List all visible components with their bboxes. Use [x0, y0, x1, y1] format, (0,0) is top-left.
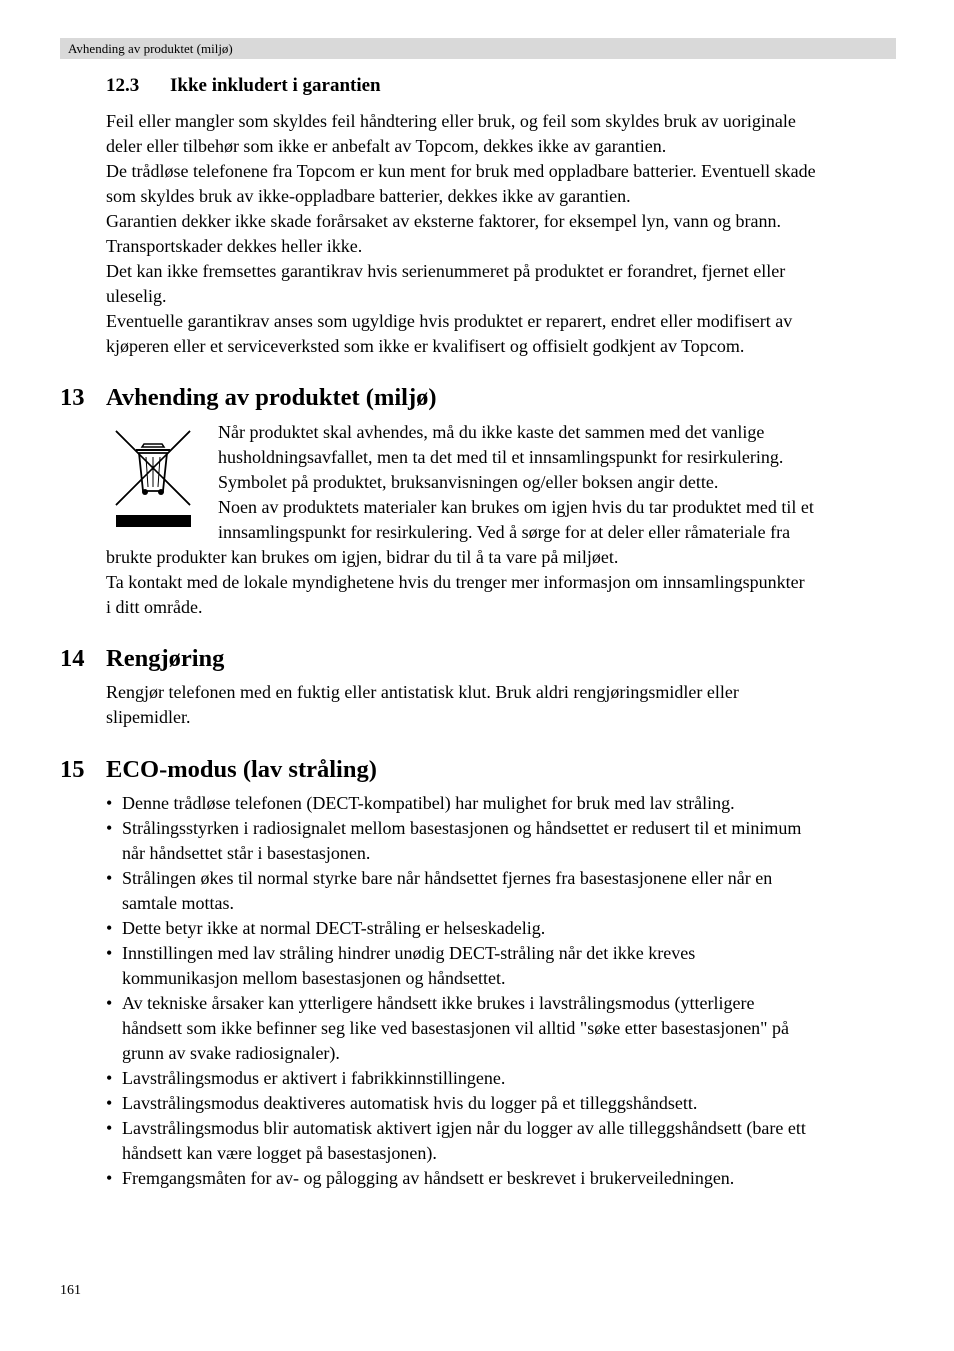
- list-item: [106, 1116, 906, 1166]
- text-line: Innstillingen med lav stråling hindrer unødig DECT-stråling når det ikke kreves: [122, 943, 696, 963]
- bullet-marker: •: [106, 868, 113, 888]
- text-line: brukte produkter kan brukes om igjen, bidrar du til å ta vare på miljøet.: [106, 547, 619, 567]
- section-12-3-heading: [106, 74, 381, 98]
- bullet-marker: •: [106, 1093, 113, 1113]
- text-line: innsamlingspunkt for resirkulering. Ved å sørge for at deler eller råmateriale fra: [218, 522, 791, 542]
- list-item: [106, 941, 906, 991]
- text-line: i ditt område.: [106, 597, 203, 617]
- section-title: ECO-modus (lav stråling): [106, 756, 377, 783]
- text-line: når håndsettet står i basestasjonen.: [122, 843, 371, 863]
- section-number: 15: [60, 756, 85, 783]
- list-item: [106, 991, 906, 1066]
- list-item: [106, 816, 906, 866]
- bullet-marker: •: [106, 918, 113, 938]
- text-line: Dette betyr ikke at normal DECT-stråling er helseskadelig.: [122, 918, 546, 938]
- text-line: deler eller tilbehør som ikke er anbefalt av Topcom, dekkes ikke av garantien.: [106, 136, 667, 156]
- running-header-bar: [60, 38, 896, 59]
- section-number: 14: [60, 645, 85, 672]
- text-line: Strålingsstyrken i radiosignalet mellom basestasjonen og håndsettet er redusert til et minimum: [122, 818, 802, 838]
- section-12-3-body: [106, 109, 906, 359]
- text-line: Det kan ikke fremsettes garantikrav hvis serienummeret på produktet er forandret, fjernet eller: [106, 261, 786, 281]
- page-number: 161: [60, 1283, 81, 1298]
- text-line: samtale mottas.: [122, 893, 234, 913]
- text-line: kommunikasjon mellom basestasjonen og håndsettet.: [122, 968, 506, 988]
- text-line: Denne trådløse telefonen (DECT-kompatibel) har mulighet for bruk med lav stråling.: [122, 793, 735, 813]
- section-title: Rengjøring: [106, 645, 225, 672]
- text-line: Lavstrålingsmodus blir automatisk aktivert igjen når du logger av alle tilleggshåndsett (bare ett: [122, 1118, 806, 1138]
- bullet-marker: •: [106, 1118, 113, 1138]
- text-line: uleselig.: [106, 286, 167, 306]
- list-item: [106, 1066, 906, 1091]
- running-header-text: Avhending av produktet (miljø): [68, 41, 233, 56]
- section-15-heading: [60, 755, 377, 785]
- section-number: 12.3: [106, 75, 140, 96]
- text-line: Ta kontakt med de lokale myndighetene hvis du trenger mer informasjon om innsamlingspunkter: [106, 572, 805, 592]
- text-line: håndsett kan være logget på basestasjonen).: [122, 1143, 437, 1163]
- section-number: 13: [60, 384, 85, 411]
- text-line: Feil eller mangler som skyldes feil håndtering eller bruk, og feil som skyldes bruk av uoriginale: [106, 111, 796, 131]
- text-line: Fremgangsmåten for av- og pålogging av håndsett er beskrevet i brukerveiledningen.: [122, 1168, 735, 1188]
- text-line: Transportskader dekkes heller ikke.: [106, 236, 363, 256]
- section-13-side-text: [218, 420, 908, 545]
- bullet-marker: •: [106, 993, 113, 1013]
- text-line: Symbolet på produktet, bruksanvisningen og/eller boksen angir dette.: [218, 472, 719, 492]
- bullet-marker: •: [106, 1168, 113, 1188]
- text-line: som skyldes bruk av ikke-oppladbare batterier, dekkes ikke av garantien.: [106, 186, 631, 206]
- section-13-heading: [60, 383, 437, 413]
- section-title: Avhending av produktet (miljø): [106, 384, 437, 411]
- bullet-marker: •: [106, 943, 113, 963]
- list-item: [106, 916, 906, 941]
- text-line: husholdningsavfallet, men ta det med til et innsamlingspunkt for resirkulering.: [218, 447, 784, 467]
- list-item: [106, 1091, 906, 1116]
- list-item: [106, 866, 906, 916]
- text-line: Strålingen økes til normal styrke bare når håndsettet fjernes fra basestasjonene eller når en: [122, 868, 773, 888]
- text-line: Når produktet skal avhendes, må du ikke kaste det sammen med det vanlige: [218, 422, 765, 442]
- text-line: slipemidler.: [106, 707, 191, 727]
- section-14-body: [106, 680, 906, 730]
- list-item: [106, 1166, 906, 1191]
- eco-mode-bullet-list: [106, 791, 906, 1191]
- bullet-marker: •: [106, 1068, 113, 1088]
- text-line: Lavstrålingsmodus deaktiveres automatisk hvis du logger på et tilleggshåndsett.: [122, 1093, 698, 1113]
- list-item: [106, 791, 906, 816]
- bullet-marker: •: [106, 818, 113, 838]
- weee-crossed-bin-icon: [112, 427, 194, 529]
- bullet-marker: •: [106, 793, 113, 813]
- text-line: Eventuelle garantikrav anses som ugyldige hvis produktet er reparert, endret eller modifisert av: [106, 311, 793, 331]
- text-line: Noen av produktets materialer kan brukes om igjen hvis du tar produktet med til et: [218, 497, 814, 517]
- section-title: Ikke inkludert i garantien: [170, 75, 381, 96]
- text-line: Rengjør telefonen med en fuktig eller antistatisk klut. Bruk aldri rengjøringsmidler eller: [106, 682, 739, 702]
- text-line: Lavstrålingsmodus er aktivert i fabrikkinnstillingene.: [122, 1068, 506, 1088]
- text-line: De trådløse telefonene fra Topcom er kun ment for bruk med oppladbare batterier. Eventuell skade: [106, 161, 816, 181]
- text-line: Garantien dekker ikke skade forårsaket av eksterne faktorer, for eksempel lyn, vann og brann.: [106, 211, 781, 231]
- section-14-heading: [60, 644, 224, 674]
- text-line: kjøperen eller et serviceverksted som ikke er kvalifisert og offisielt godkjent av Topcom.: [106, 336, 745, 356]
- section-13-body: [106, 545, 906, 620]
- text-line: håndsett som ikke befinner seg like ved basestasjonen vil alltid "søke etter basestasjonen" på: [122, 1018, 790, 1038]
- text-line: grunn av svake radiosignaler).: [122, 1043, 340, 1063]
- text-line: Av tekniske årsaker kan ytterligere håndsett ikke brukes i lavstrålingsmodus (ytterligere: [122, 993, 755, 1013]
